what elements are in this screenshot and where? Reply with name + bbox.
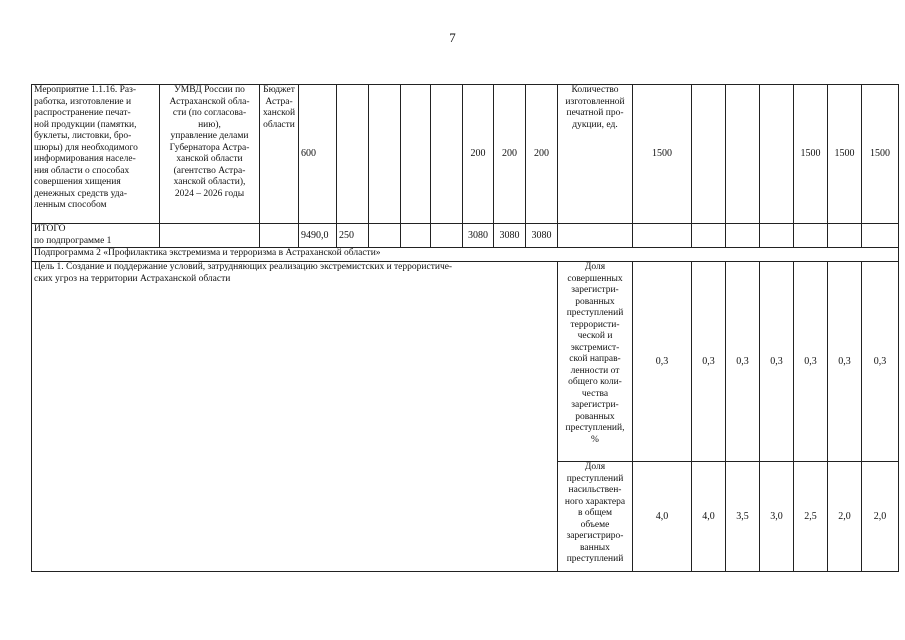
page-number: 7 (449, 30, 456, 45)
value-cell: 0,3 (828, 262, 862, 462)
funding-2024-cell: 200 (463, 85, 494, 224)
executor-cell: УМВД России по Астраханской обла- сти (по согласова- нию), управление делами Губернатора Астра- ханской области (агентство Астра- ханской области), 2024 – 2026 годы (160, 85, 260, 224)
funding-2026-cell: 3080 (526, 224, 558, 248)
total-label-cell: ИТОГО по подпрограмме 1 (32, 224, 160, 248)
value-cell: 0,3 (692, 262, 726, 462)
value-cell: 0,3 (726, 262, 760, 462)
table-row (32, 248, 899, 262)
value-cell: 3,5 (726, 462, 760, 572)
value-cell: 3,0 (760, 462, 794, 572)
indicator-cell: Количество изготовленной печатной про- дукции, ед. (558, 85, 633, 224)
target-2025-cell: 1500 (828, 85, 862, 224)
value-cell: 0,3 (760, 262, 794, 462)
table-row (32, 85, 899, 224)
funding-2025-cell: 200 (494, 85, 526, 224)
event-description: Мероприятие 1.1.16. Раз- работка, изготовление и распространение печат- ной продукции (памятки, буклеты, листовки, бро- шюры) для необходимого информирования населе- ния области о способах совершения хищения денежных средств уда- ленным способом (32, 85, 160, 224)
funding-2025-cell: 3080 (494, 224, 526, 248)
value-cell: 0,3 (862, 262, 899, 462)
total-funding-cell: 9490,0 (299, 224, 337, 248)
indicator-cell: Доля совершенных зарегистри- рованных преступлений террористи- ческой и экстремист- ской направ- ленности от общего коли- чества зарегистри- рованных преступлений, % (558, 262, 633, 462)
value-cell: 4,0 (692, 462, 726, 572)
table-row (32, 224, 899, 248)
table-row (32, 262, 899, 462)
funding-2020-cell: 250 (337, 224, 369, 248)
goal-cell: Цель 1. Создание и поддержание условий, затрудняющих реализацию экстремистских и террористиче- ских угроз на территории Астраханской области (32, 262, 558, 572)
indicator-cell: Доля преступлений насильствен- ного характера в общем объеме зарегистриро- ванных преступлений (558, 462, 633, 572)
base-value-cell: 1500 (633, 85, 692, 224)
funding-2024-cell: 3080 (463, 224, 494, 248)
funding-source-cell: Бюджет Астра- ханской области (260, 85, 299, 224)
value-cell: 0,3 (794, 262, 828, 462)
value-cell: 2,0 (828, 462, 862, 572)
target-2026-cell: 1500 (862, 85, 899, 224)
total-funding-cell: 600 (299, 85, 337, 224)
target-2024-cell: 1500 (794, 85, 828, 224)
program-table (31, 84, 899, 572)
value-cell: 0,3 (633, 262, 692, 462)
value-cell: 4,0 (633, 462, 692, 572)
funding-2026-cell: 200 (526, 85, 558, 224)
subprogram-title: Подпрограмма 2 «Профилактика экстремизма и терроризма в Астраханской области» (32, 248, 899, 262)
value-cell: 2,5 (794, 462, 828, 572)
value-cell: 2,0 (862, 462, 899, 572)
